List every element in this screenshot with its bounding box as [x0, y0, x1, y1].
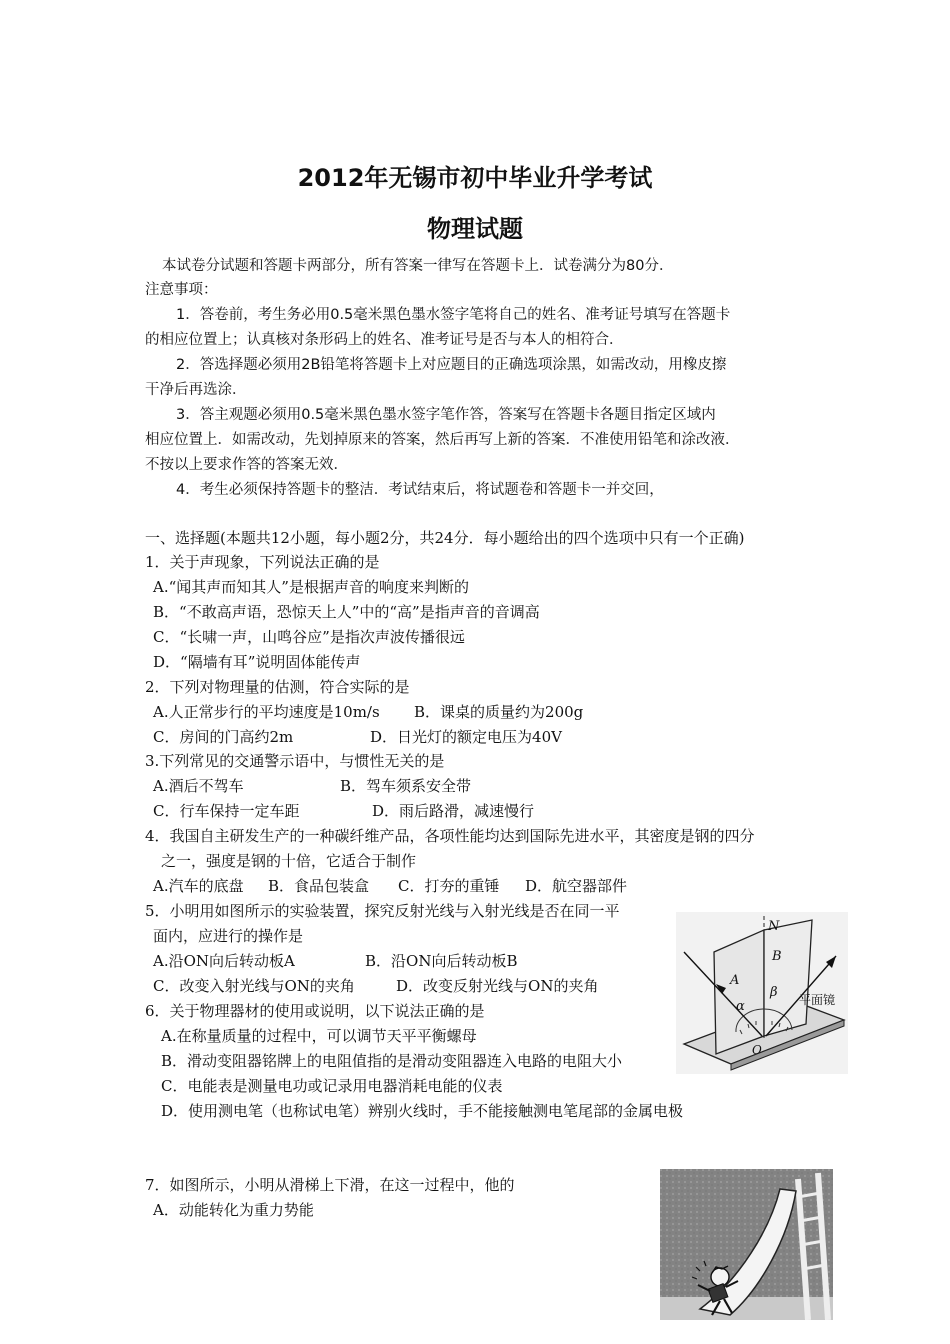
reflection-diagram: [676, 912, 848, 1074]
reflection-figure: [676, 912, 848, 1074]
q7-stem: 7．如图所示，小明从滑梯上下滑，在这一过程中，他的: [145, 1176, 515, 1194]
note-3c: 不按以上要求作答的答案无效．: [145, 457, 348, 473]
q6-option-c: C．电能表是测量电功或记录用电器消耗电能的仪表: [161, 1077, 503, 1095]
q1-option-a: A.“闻其声而知其人”是根据声音的响度来判断的: [153, 578, 469, 596]
q3-option-b: B．驾车须系安全带: [340, 777, 472, 795]
q6-option-a: A.在称量质量的过程中，可以调节天平平衡螺母: [161, 1027, 477, 1045]
label-b: B: [772, 949, 782, 964]
note-1a: 1．答卷前，考生务必用0.5毫米黑色墨水签字笔将自己的姓名、准考证号填写在答题卡: [176, 307, 731, 323]
exam-subtitle: 物理试题: [427, 215, 523, 243]
label-o: O: [752, 1043, 762, 1057]
note-3b: 相应位置上．如需改动，先划掉原来的答案，然后再写上新的答案．不准使用铅笔和涂改液．: [145, 432, 740, 448]
label-beta: β: [770, 985, 778, 1000]
note-2b: 干净后再选涂．: [145, 382, 247, 398]
q6-option-b: B．滑动变阻器铭牌上的电阻值指的是滑动变阻器连入电路的电阻大小: [161, 1052, 623, 1070]
section-heading: 一、选择题(本题共12小题，每小题2分，共24分．每小题给出的四个选项中只有一个正确): [145, 529, 745, 547]
q6-stem: 6．关于物理器材的使用或说明，以下说法正确的是: [145, 1002, 485, 1020]
note-2a: 2．答选择题必须用2B铅笔将答题卡上对应题目的正确选项涂黑，如需改动，用橡皮擦: [176, 357, 727, 373]
label-n: N: [768, 919, 780, 934]
q4-option-b: B．食品包装盒: [268, 877, 370, 895]
q7-option-a: A．动能转化为重力势能: [153, 1201, 314, 1219]
q2-option-b: B．课桌的质量约为200g: [414, 703, 584, 721]
q1-option-d: D．“隔墙有耳”说明固体能传声: [153, 653, 361, 671]
note-1b: 的相应位置上；认真核对条形码上的姓名、准考证号是否与本人的相符合．: [145, 332, 624, 348]
note-3a: 3．答主观题必须用0.5毫米黑色墨水签字笔作答，答案写在答题卡各题目指定区域内: [176, 407, 716, 423]
slide-figure: [660, 1169, 833, 1320]
notes-heading: 注意事项：: [145, 282, 218, 298]
q4-stem-line2: 之一，强度是钢的十倍，它适合于制作: [161, 852, 417, 870]
q5-stem-line2: 面内，应进行的操作是: [153, 927, 304, 945]
exam-title: 2012年无锡市初中毕业升学考试: [297, 164, 653, 192]
q5-stem-line1: 5．小明用如图所示的实验装置，探究反射光线与入射光线是否在同一平: [145, 902, 620, 920]
q2-option-a: A.人正常步行的平均速度是10m/s: [153, 703, 380, 721]
q1-stem: 1．关于声现象，下列说法正确的是: [145, 553, 380, 571]
q3-option-d: D．雨后路滑，减速慢行: [372, 802, 535, 820]
q3-stem: 3.下列常见的交通警示语中，与惯性无关的是: [145, 752, 445, 770]
label-alpha: α: [736, 999, 745, 1014]
q4-option-a: A.汽车的底盘: [153, 877, 244, 895]
note-4: 4．考生必须保持答题卡的整洁．考试结束后，将试题卷和答题卡一并交回，: [176, 482, 664, 498]
q4-stem-line1: 4．我国自主研发生产的一种碳纤维产品，各项性能均达到国际先进水平，其密度是钢的四分: [145, 827, 755, 845]
q4-option-d: D．航空器部件: [525, 877, 628, 895]
q3-option-c: C．行车保持一定车距: [153, 802, 300, 820]
q2-option-d: D．日光灯的额定电压为40V: [370, 728, 562, 746]
intro-line: 本试卷分试题和答题卡两部分，所有答案一律写在答题卡上．试卷满分为80分．: [162, 258, 674, 274]
q5-option-d: D．改变反射光线与ON的夹角: [396, 977, 599, 995]
q2-stem: 2．下列对物理量的估测，符合实际的是: [145, 678, 410, 696]
label-mirror: 平面镜: [799, 993, 836, 1007]
slide-illustration: [660, 1169, 833, 1320]
board-b: [764, 920, 812, 1036]
q6-option-d: D．使用测电笔（也称试电笔）辨别火线时，手不能接触测电笔尾部的金属电极: [161, 1102, 684, 1120]
q1-option-c: C．“长啸一声，山鸣谷应”是指次声波传播很远: [153, 628, 465, 646]
q2-option-c: C．房间的门高约2m: [153, 728, 294, 746]
q5-option-c: C．改变入射光线与ON的夹角: [153, 977, 355, 995]
q4-option-c: C．打夯的重锤: [398, 877, 500, 895]
q5-option-b: B．沿ON向后转动板B: [365, 952, 518, 970]
q5-option-a: A.沿ON向后转动板A: [153, 952, 295, 970]
q3-option-a: A.酒后不驾车: [153, 777, 244, 795]
label-a: A: [730, 973, 740, 988]
q1-option-b: B．“不敢高声语，恐惊天上人”中的“高”是指声音的音调高: [153, 603, 540, 621]
